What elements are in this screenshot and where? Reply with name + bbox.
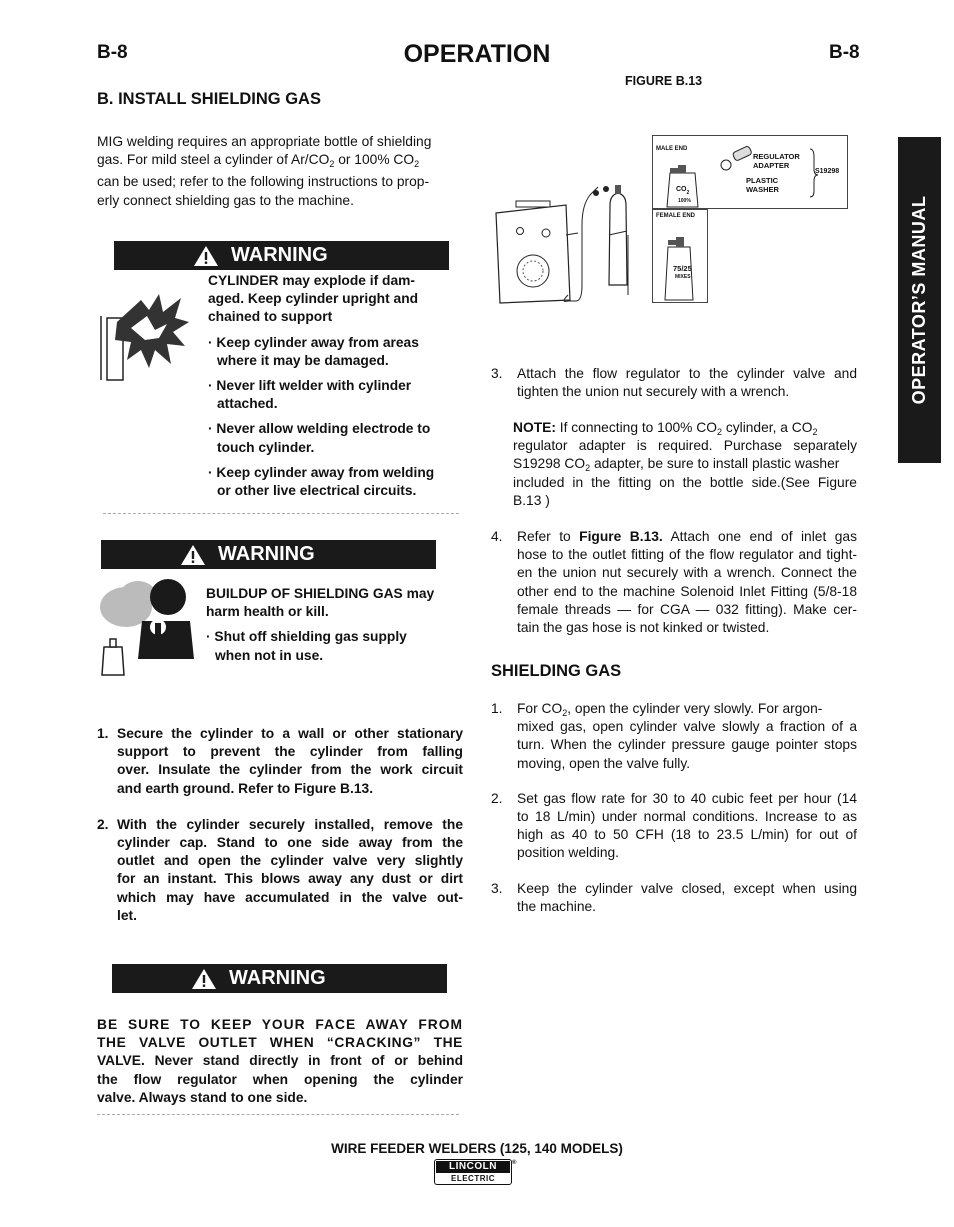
intro-line: can be used; refer to the following instructions to prop- xyxy=(97,174,430,190)
warning-banner xyxy=(101,540,436,569)
warning-label: WARNING xyxy=(231,244,328,266)
list-item: 3. Attach the flow regulator to the cylinder valve and tighten the union nut securely with a wrench. xyxy=(491,366,857,400)
co2-label: $CO_2$ xyxy=(676,186,690,196)
gas-hazard-icon xyxy=(98,577,198,680)
warning-line: BUILDUP OF SHIELDING GAS may xyxy=(206,586,435,601)
section-title: B. INSTALL SHIELDING GAS xyxy=(97,90,321,108)
footer-text: WIRE FEEDER WELDERS (125, 140 MODELS) xyxy=(331,1141,623,1156)
section-tab-label: OPERATOR’S MANUAL xyxy=(909,195,929,405)
page-code-right: B-8 xyxy=(829,42,860,63)
warning-3-text: BE SURE TO KEEP YOUR FACE AWAY FROM THE VALVE OUTLET WHEN “CRACKING” THE VALVE. Never stand directly in front of or behind the flow regulator when opening the cylinder valve. Always stand to one side. xyxy=(97,1017,463,1105)
warning-bullet: · Never lift welder with cylinder attached. xyxy=(208,378,412,412)
step-3 xyxy=(491,365,857,401)
shielding-gas-list xyxy=(491,700,857,916)
cylinder-explosion-icon xyxy=(97,288,197,383)
lincoln-electric-logo: LINCOLN ELECTRIC xyxy=(434,1159,512,1185)
warning-label: WARNING xyxy=(229,967,326,989)
list-item: 4. Refer to Figure B.13. Attach one end of inlet gas hose to the outlet fitting of the flow regulator and tight- en the union nut securely with a wrench. Connect the other end to the machine Solenoid Inlet Fitting (5/8-18 female threads — for CGA — 032 fitting). Make cer- tain the gas hose is not kinked or twisted. xyxy=(491,529,858,636)
subscript: 2 xyxy=(414,159,420,170)
warning-2-text xyxy=(206,585,464,665)
co2-percent-label: 100% xyxy=(678,198,691,204)
male-end-label: MALE END xyxy=(656,146,688,152)
divider xyxy=(103,513,459,514)
warning-bullet: · Keep cylinder away from areas where it may be damaged. xyxy=(208,334,419,368)
warning-triangle-icon xyxy=(191,968,217,990)
plastic-washer-label: PLASTIC WASHER xyxy=(746,176,779,194)
warning-1-text xyxy=(208,272,458,500)
list-item: 1. For $CO_2$, open the cylinder very slowly. For argon- mixed gas, open cylinder valve slowly a fraction of a turn. When the cylinder pressure gauge pointer stops moving, open the valve fully. xyxy=(491,701,857,771)
list-item: 3. Keep the cylinder valve closed, except when using the machine. xyxy=(491,880,857,914)
warning-banner xyxy=(114,241,449,270)
intro-line: MIG welding requires an appropriate bottle of shielding xyxy=(97,134,432,149)
mix-label: 75/25 xyxy=(673,264,692,273)
list-item: 2. Set gas flow rate for 30 to 40 cubic feet per hour (14 to 18 L/min) under normal conditions. Increase to as high as 40 to 50 CFH (18 to 23.5 L/min) for out of position welding. xyxy=(491,790,857,861)
registered-mark: ® xyxy=(512,1160,517,1166)
female-end-label: FEMALE END xyxy=(656,213,695,219)
list-item: 1. Secure the cylinder to a wall or other stationary support to prevent the cylinder from falling over. Insulate the cylinder from the work circuit and earth ground. Refer to Figure B.13. xyxy=(97,726,463,796)
step-4 xyxy=(491,528,857,637)
part-number-label: S19298 xyxy=(815,168,840,175)
list-item: 2. With the cylinder securely installed, remove the cylinder cap. Stand to one side away from the outlet and open the cylinder valve very slightly for an instant. This blows away any dust or dirt which may have accumulated in the valve out- let. xyxy=(97,816,463,923)
page-code-left: B-8 xyxy=(97,42,128,63)
regulator-adapter-label: REGULATOR ADAPTER xyxy=(753,152,800,170)
warning-triangle-icon xyxy=(180,544,206,566)
install-steps xyxy=(97,725,463,925)
intro-paragraph xyxy=(97,133,463,210)
mix-sub-label: MIXES xyxy=(675,274,691,280)
intro-line: or 100% CO xyxy=(334,152,415,168)
divider xyxy=(97,1114,459,1115)
warning-bullet: · Keep cylinder away from welding or other live electrical circuits. xyxy=(208,464,435,499)
page-title: OPERATION xyxy=(403,40,551,68)
shielding-gas-title: SHIELDING GAS xyxy=(491,662,622,680)
warning-bullet: · Never allow welding electrode to touch cylinder. xyxy=(208,421,431,455)
subscript: 2 xyxy=(329,159,335,170)
section-tab xyxy=(898,137,941,463)
warning-line: aged. Keep cylinder upright and xyxy=(208,291,419,307)
intro-line: gas. For mild steel a cylinder of Ar/CO xyxy=(97,152,330,168)
warning-line: CYLINDER may explode if dam- xyxy=(208,273,415,288)
note-paragraph: NOTE: If connecting to 100% $CO_2$ cylinder, a $CO_2$ regulator adapter is required. Purchase separately S19298 $CO_2$ adapter, be sure to install plastic washer included in the fitting on the bottle side.(See Figure B.13 ) xyxy=(513,420,857,508)
warning-bullet: · Shut off shielding gas supply when not in use. xyxy=(206,629,407,663)
gas-setup-diagram xyxy=(490,135,850,310)
figure-title: FIGURE B.13 xyxy=(625,74,703,88)
warning-triangle-icon xyxy=(193,245,219,267)
warning-banner xyxy=(112,964,447,993)
warning-line: harm health or kill. xyxy=(206,604,329,620)
warning-line: chained to support xyxy=(208,309,333,325)
warning-label: WARNING xyxy=(218,543,315,565)
intro-line: erly connect shielding gas to the machine. xyxy=(97,192,354,208)
